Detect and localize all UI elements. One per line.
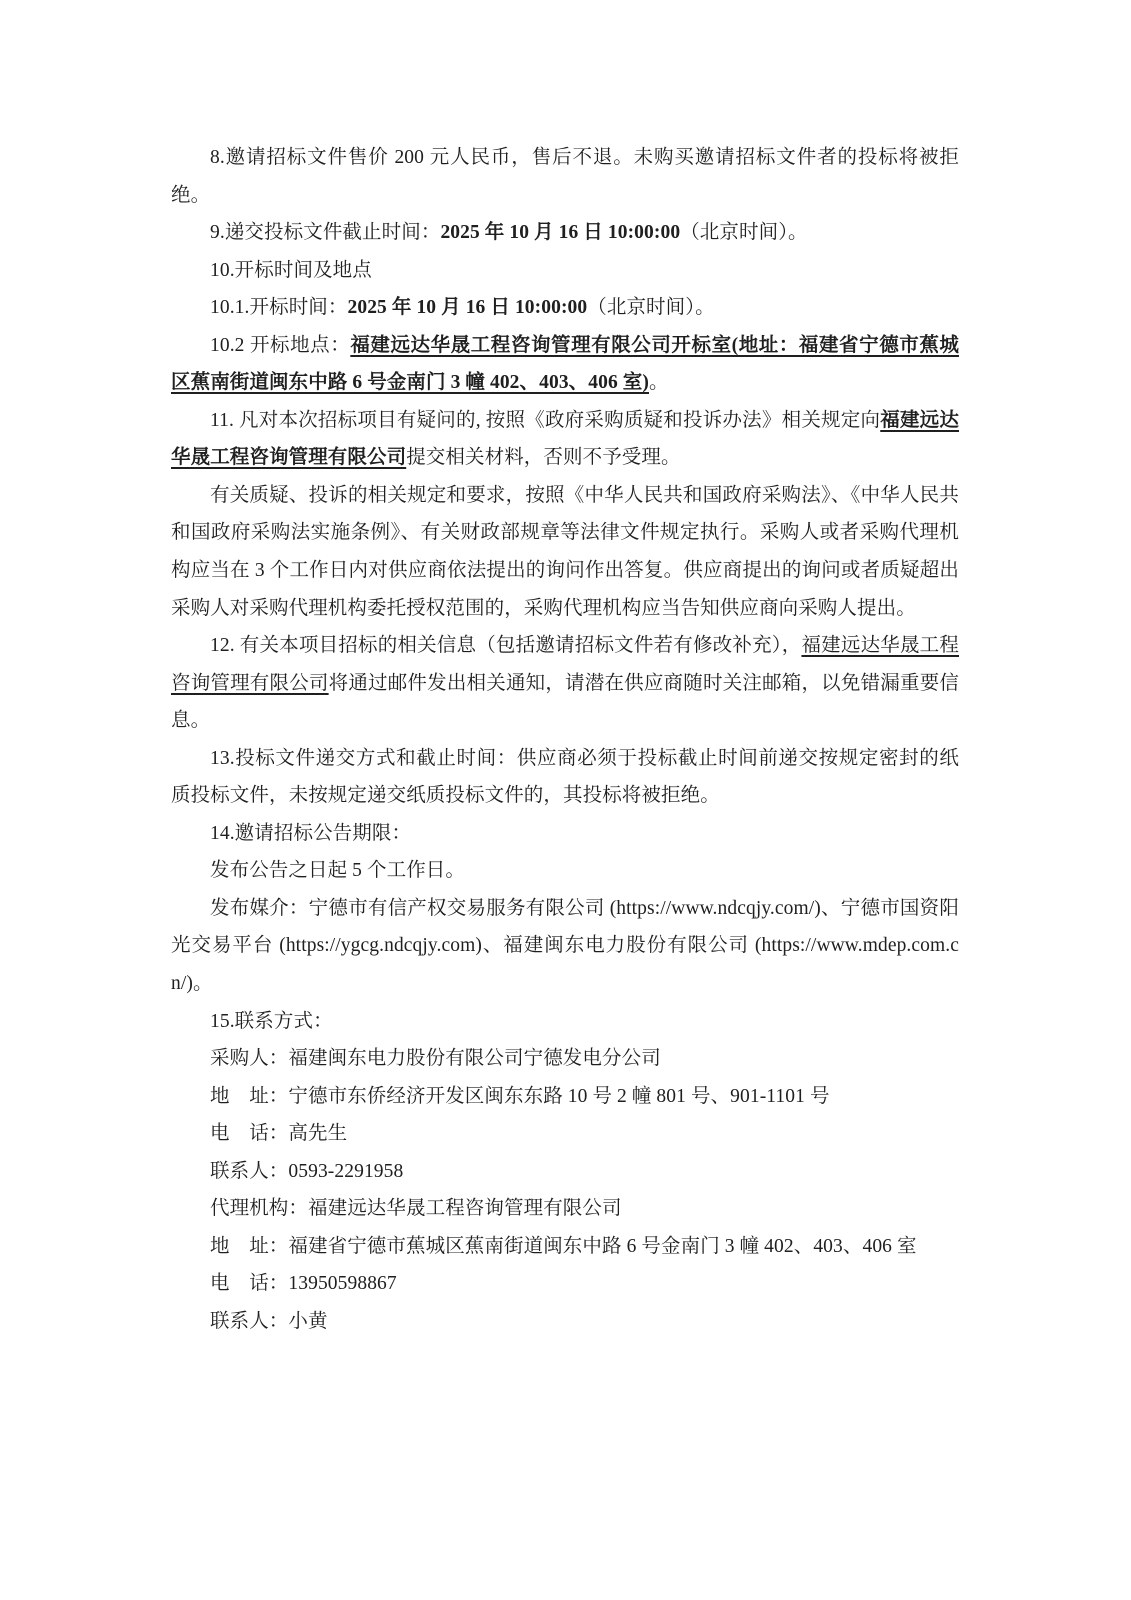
clause-14-announcement-period-title [171, 815, 959, 853]
text-run: 电 话：13950598867 [210, 1273, 397, 1295]
clause-8-document-price [171, 139, 959, 214]
contact-agency-person [171, 1303, 959, 1341]
clause-13-submission-method [171, 740, 959, 815]
text-run: 10.1.开标时间： [210, 297, 348, 319]
clause-11-inquiry-rules [171, 477, 959, 627]
contact-agency-name [171, 1190, 959, 1228]
clause-10-2-opening-place [171, 327, 959, 402]
text-run: 13.投标文件递交方式和截止时间：供应商必须于投标截止时间前递交按规定密封的纸质投标文件，未按规定递交纸质投标文件的，其投标将被拒绝。 [171, 747, 959, 807]
clause-15-contact-title [171, 1003, 959, 1041]
contact-purchaser-address [171, 1078, 959, 1116]
contact-agency-phone [171, 1265, 959, 1303]
text-run: 有关质疑、投诉的相关规定和要求，按照《中华人民共和国政府采购法》、《中华人民共和国政府采购法实施条例》、有关财政部规章等法律文件规定执行。采购人或者采购代理机构应当在 3 个工作日内对供应商依法提出的询问作出答复。供应商提出的询问或者质疑超出采购人对采购代理机构委托授权范围的，采购代理机构应当告知供应商向采购人提出。 [171, 484, 959, 619]
clause-9-bid-submission-deadline [171, 214, 959, 252]
text-run: 2025 年 10 月 16 日 10:00:00 [440, 222, 681, 244]
text-run: 8.邀请招标文件售价 200 元人民币，售后不退。未购买邀请招标文件者的投标将被拒绝。 [171, 147, 959, 206]
text-run: 15.联系方式： [210, 1010, 333, 1032]
text-run: 。 [649, 372, 669, 394]
clause-14-announcement-period-value [171, 852, 959, 890]
text-run: （北京时间）。 [680, 222, 808, 244]
text-run: 9.递交投标文件截止时间： [210, 222, 441, 244]
text-run: 联系人：0593-2291958 [210, 1160, 404, 1182]
contact-purchaser-person [171, 1153, 959, 1191]
clause-10-1-opening-time [171, 289, 959, 327]
contact-purchaser-phone [171, 1115, 959, 1153]
text-run: 电 话：高先生 [210, 1123, 348, 1145]
text-run: 12. 有关本项目招标的相关信息（包括邀请招标文件若有修改补充）， [210, 635, 802, 657]
text-run: 提交相关材料，否则不予受理。 [406, 447, 681, 469]
clause-14-announcement-media [171, 890, 959, 1003]
text-run: 福建远达华晟工程咨询管理有限公司 [171, 635, 959, 694]
text-run: 地 址：福建省宁德市蕉城区蕉南街道闽东中路 6 号金南门 3 幢 402、403、406 室 [210, 1235, 917, 1257]
clause-12-notification-by-email [171, 627, 959, 740]
text-run: 14.邀请招标公告期限： [210, 822, 412, 844]
text-run: （北京时间）。 [587, 297, 715, 319]
text-run: 将通过邮件发出相关通知，请潜在供应商随时关注邮箱，以免错漏重要信息。 [171, 672, 959, 732]
clause-10-opening-time-and-place [171, 252, 959, 290]
text-run: 10.开标时间及地点 [210, 259, 372, 281]
text-run: 2025 年 10 月 16 日 10:00:00 [347, 297, 588, 319]
text-run: 地 址：宁德市东侨经济开发区闽东东路 10 号 2 幢 801 号、901-1101 号 [210, 1085, 830, 1107]
text-run: 10.2 开标地点： [210, 334, 351, 356]
text-run: 发布公告之日起 5 个工作日。 [210, 860, 466, 882]
contact-purchaser-name [171, 1040, 959, 1078]
text-run: 采购人：福建闽东电力股份有限公司宁德发电分公司 [210, 1048, 661, 1070]
text-run: 发布媒介：宁德市有信产权交易服务有限公司 (https://www.ndcqjy.com/)、宁德市国资阳光交易平台 (https://ygcg.ndcqjy.com)、福建闽东电力股份有限公司 (https://www.mdep.com.cn/)。 [171, 897, 959, 995]
text-run: 11. 凡对本次招标项目有疑问的, 按照《政府采购质疑和投诉办法》相关规定向 [210, 409, 881, 431]
clause-11-inquiry-submission [171, 402, 959, 477]
document-body [171, 139, 959, 1341]
text-run: 福建远达华晟工程咨询管理有限公司 [171, 409, 960, 469]
text-run: 代理机构：福建远达华晟工程咨询管理有限公司 [210, 1198, 622, 1220]
contact-agency-address [171, 1228, 959, 1266]
text-run: 福建远达华晟工程咨询管理有限公司开标室(地址：福建省宁德市蕉城区蕉南街道闽东中路 6 号金南门 3 幢 402、403、406 室) [171, 334, 959, 394]
text-run: 联系人：小黄 [210, 1310, 328, 1332]
